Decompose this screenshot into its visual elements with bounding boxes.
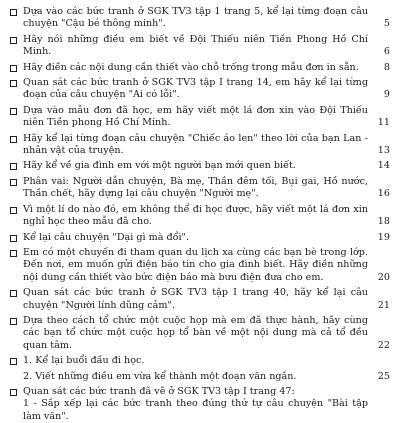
- toc-entry: [10, 204, 390, 229]
- toc-entry-text: Hãy điền các nội dung cần thiết vào chỗ trống trong mẫu đơn in sẵn.: [23, 61, 359, 73]
- toc-entry: [10, 6, 390, 31]
- toc-page-number: 14: [377, 160, 390, 172]
- toc-entry-text: Dựa vào các bức tranh ở SGK TV3 tập 1 trang 5, kể lại từng đoạn câu chuyện "Cậu bé thông minh".: [23, 6, 368, 30]
- toc-page-number: 9: [383, 89, 390, 101]
- checkbox-icon[interactable]: [10, 207, 17, 214]
- toc-entry-text: 1. Kể lại buổi đầu đi học.: [23, 355, 145, 367]
- toc-entry: [10, 77, 390, 102]
- toc-page-number: 22: [377, 339, 390, 351]
- checkbox-icon[interactable]: [10, 318, 17, 325]
- checkbox-icon[interactable]: [10, 358, 17, 365]
- toc-entry-text: Phân vai: Người dẫn chuyện, Bà mẹ, Thần đêm tối, Bụi gai, Hồ nước, Thần chết, hãy dựng lại câu chuyện "Người mẹ".: [23, 175, 368, 200]
- toc-entry: [10, 287, 390, 312]
- toc-entry: [10, 133, 390, 158]
- checkbox-icon[interactable]: [10, 9, 17, 16]
- toc-page-number: 19: [377, 231, 390, 243]
- checkbox-icon[interactable]: [10, 65, 17, 72]
- toc-entry-text: Quan sát các bức tranh đã vẽ ở SGK TV3 tập I trang 47: 1 - Sắp xếp lại các bức tranh theo đúng thứ tự câu chuyện "Bài tập làm văn".: [23, 385, 368, 422]
- checkbox-icon[interactable]: [10, 179, 17, 186]
- toc-page-number: 13: [377, 145, 390, 157]
- toc-entry-text: Hãy nói những điều em biết về Đội Thiếu niên Tiền Phong Hồ Chí Minh.: [23, 33, 368, 58]
- toc-entry: [10, 34, 390, 59]
- toc-entry-text: Dựa theo cách tổ chức một cuộc họp mà em đã thực hành, hãy cùng các bạn tổ chức một cuộc họp tổ bàn về một nội dung mà cả tổ đều quan tâm.: [23, 314, 368, 351]
- toc-page-number: 8: [383, 61, 390, 73]
- toc-entry-text: Hãy kể về gia đình em với một người bạn mới quen biết.: [23, 160, 296, 172]
- toc-entry-text: 2. Viết những điều em vừa kể thành một đoạn văn ngắn.: [23, 370, 297, 382]
- checkbox-icon[interactable]: [10, 163, 17, 170]
- toc-entry-text: Quan sát các bức tranh ở SGK TV3 tập I trang 40, hãy kể lại câu chuyện "Người lính dũng cảm".: [23, 287, 368, 311]
- checkbox-icon[interactable]: [10, 290, 17, 297]
- checkbox-icon[interactable]: [10, 108, 17, 115]
- checkbox-icon[interactable]: [10, 250, 17, 257]
- toc-entry-text: Dựa vào mẫu đơn đã học, em hãy viết một lá đơn xin vào Đội Thiếu niên Tiền phong Hồ Chí Minh.: [23, 104, 368, 129]
- toc-entry: [10, 355, 390, 367]
- toc-entry: [10, 371, 390, 383]
- checkbox-icon[interactable]: [10, 80, 17, 87]
- toc-page-number: 11: [377, 117, 390, 129]
- toc-entry: [10, 160, 390, 172]
- checkbox-icon[interactable]: [10, 374, 17, 381]
- toc-entry: [10, 105, 390, 130]
- toc-page-number: 6: [383, 46, 390, 58]
- checkbox-icon[interactable]: [10, 37, 17, 44]
- checkbox-icon[interactable]: [10, 235, 17, 242]
- toc-page-number: 18: [377, 216, 390, 228]
- toc-entry: [10, 247, 390, 284]
- toc-page-number: 21: [377, 299, 390, 311]
- checkbox-icon[interactable]: [10, 389, 17, 396]
- toc-entry: [10, 176, 390, 201]
- toc-page-number: 16: [377, 188, 390, 200]
- toc-page-number: 5: [383, 18, 390, 30]
- checkbox-icon[interactable]: [10, 136, 17, 143]
- toc-entry-text: Em có một chuyến đi tham quan du lịch xa cùng các bạn bè trong lớp. Đến nơi, em muốn gửi điện báo tin cho gia đình biết. Hãy điền những nội dung cần thiết vào bức điện báo mà bưu điện đưa cho em.: [23, 246, 368, 283]
- toc-entry: [10, 315, 390, 352]
- toc-page-number: 25: [377, 370, 390, 382]
- toc-entry-text: Hãy kể lại từng đoạn câu chuyện "Chiếc áo len" theo lời của bạn Lan - nhân vật của truyện.: [23, 132, 368, 157]
- toc-entry-text: Kể lại câu chuyện "Dại gì mà đổi".: [23, 231, 190, 243]
- toc-page-number: 20: [377, 271, 390, 283]
- toc-entry-text: Vì một lí do nào đó, em không thể đi học được, hãy viết một lá đơn xin nghỉ học theo mẫu đã cho.: [23, 203, 368, 228]
- toc-entry-text: Quan sát các bức tranh ở SGK TV3 tập I trang 14, em hãy kể lại từng đoạn của câu chuyện "Ai có lỗi".: [23, 77, 368, 101]
- toc-entry: [10, 386, 390, 423]
- toc-entry: [10, 232, 390, 244]
- toc-entry: [10, 62, 390, 74]
